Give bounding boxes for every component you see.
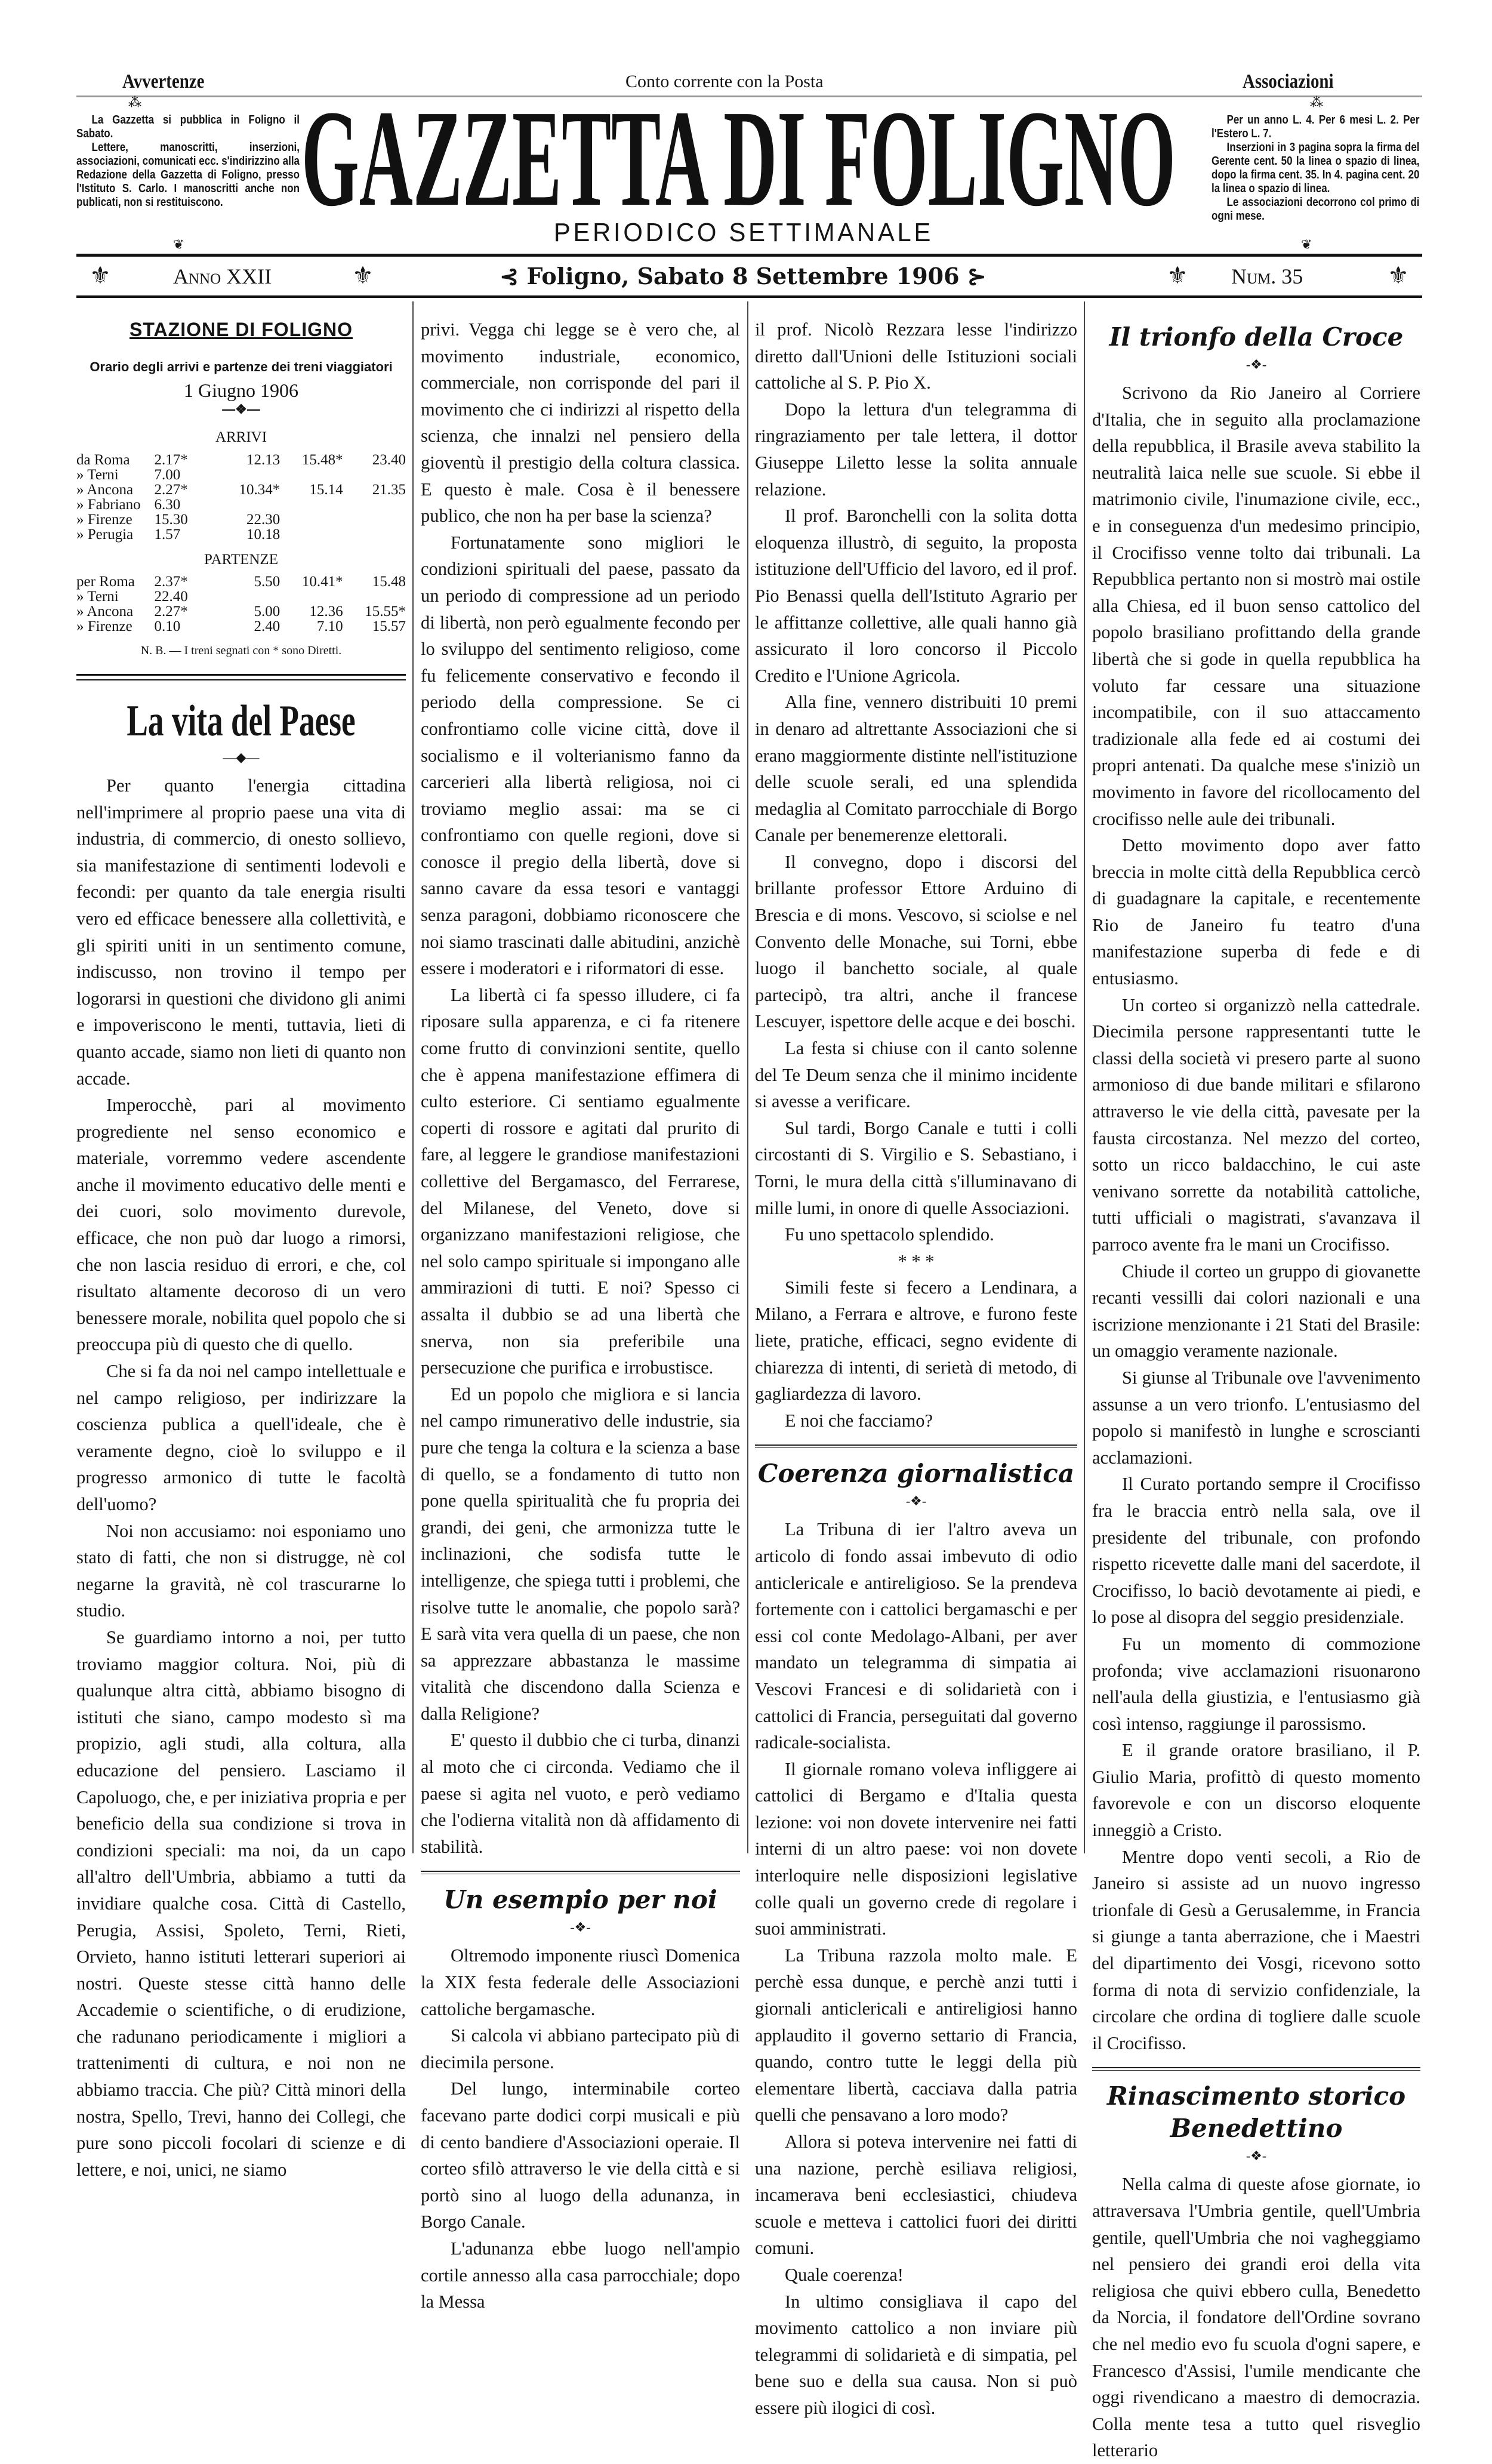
timetable-row (76, 452, 406, 467)
train-time: 2.40 (254, 618, 280, 635)
paragraph: In ultimo consigliava il capo del movimento cattolico a non inviare più telegrammi di solidarietà e di simpatia, pel bene suo e della sua causa. Non si può essere più ilogici di così. (755, 2291, 1077, 2418)
paragraph: L'adunanza ebbe luogo nell'ampio cortile annesso alla casa parrocchiale; dopo la Messa (421, 2238, 740, 2312)
timetable-row (76, 619, 406, 634)
train-time: 1.57 (154, 526, 181, 543)
asterism: * * * (898, 1251, 935, 1271)
column-4 (1092, 316, 1420, 2464)
train-time: 15.57 (372, 618, 406, 635)
timetable-row (76, 482, 406, 497)
paragraph: Il giornale romano voleva infliggere ai cattolici di Bergamo e d'Italia questa lezione: voi non dovete intervenire nei fatti interni di un altro paese: voi non dovete interloquire nelle disposizioni legislative colle quali un governo crede di regolare i suoi amministrati. (755, 1758, 1077, 1939)
station: » Firenze (76, 618, 132, 635)
paragraph: Il Curato portando sempre il Crocifisso fra le braccia entrò nella sala, ove il presidente del tribunale, con profondo rispetto ricevette dalle mani del sacerdote, il Crocifisso, lo baciò devotamente ai piedi, e lo pose al disopra del seggio presidenziale. (1092, 1474, 1420, 1628)
timetable-row (76, 589, 406, 604)
paragraph: La Tribuna razzola molto male. E perchè essa dunque, e perchè anzi tutti i giornali anticlericali e antireligiosi hanno applaudito il governo settario di Francia, quando, contro tutte le leggi della più elementare libertà, cacciava dalla patria quelli che pensavano a loro modo? (755, 1945, 1077, 2126)
header-rule (76, 295, 1422, 298)
arrivals-table (76, 452, 406, 542)
avvertenze-notice (76, 113, 300, 210)
article-body (76, 772, 406, 2183)
train-time: 5.50 (254, 574, 280, 590)
station: da Roma (76, 451, 130, 468)
train-time: 10.34* (239, 481, 280, 498)
header-rule (76, 254, 1422, 257)
masthead-title: GAZZETTA DI FOLIGNO (301, 100, 1176, 211)
paragraph: Imperocchè, pari al movimento progrediente nel senso economico e materiale, vorremmo vedere ascendente anche il movimento educativo delle menti e dei cuori, solo movimento durevole, efficace, che non può dar luogo a rimorsi, che non lascia residuo di errori, e che, col risultato altamente decoroso di un vero benessere morale, nobilita quel popolo che si preoccupa più di questo che di quello. (76, 1095, 406, 1355)
train-time: 12.13 (246, 451, 280, 468)
section-rule (421, 1871, 740, 1874)
paragraph: Fu uno spettacolo splendido. (785, 1224, 994, 1245)
subtitle: PERIODICO SETTIMANALE (553, 218, 934, 247)
paragraph: Ed un popolo che migliora e si lancia nel campo rimunerativo delle industrie, sia pure che tenga la coltura e la scienza a base di quello, se a fondamento di tutto non pone quella spiritualità che fu propria dei grandi, dei geni, che armonizza tutte le inclinazioni, che sodisfa tutte le intelligenze, che spiega tutti i problemi, che risolve tutte le anomalie, che popolo sarà? E sarà vita vera quella di un paese, che non sa apprezzare abbastanza le massime vitalità che discendono dalla Scienza e dalla Religione? (421, 1384, 740, 1724)
paragraph: Scrivono da Rio Janeiro al Corriere d'Italia, che in seguito alla proclamazione della repubblica, il Brasile aveva stabilito la neutralità laica nelle sue scuole. Si ebbe il matrimonio civile, l'inumazione civile, ecc., e in conseguenza d'un medesimo principio, il Crocifisso venne tolto dai tribunali. La Repubblica pertanto non si mostrò mai ostile alla Chiesa, ed il buon senso cattolico del popolo brasiliano profittando della grande libertà che si gode in quella repubblica ha voluto far cessare una situazione incompatibile, con il suo attaccamento tradizionale alla fede ed ai costumi dei propri antenati. Da qualche mese s'iniziò un movimento in favore del ricollocamento del crocifisso nelle aule dei tribunali. (1092, 383, 1420, 829)
paragraph: Alla fine, vennero distribuiti 10 premi in denaro ad altrettante Associazioni che si erano maggiormente distinte nell'istituzione delle scuole serali, ed una splendida medaglia al Comitato parrocchiale di Borgo Canale per benemerenze elettorali. (755, 692, 1077, 846)
paragraph: Se guardiamo intorno a noi, per tutto troviamo maggior coltura. Noi, più di qualunque altra città, abbiamo bisogno di istituti che siano, campo modesto sì ma propizio, agli studi, alla coltura, alla educazione del pensiero. Lasciamo il Capoluogo, che, e per iniziativa propria e per beneficio della sua condizione si trova in condizioni speciali: ma noi, da un capo all'altro dell'Umbria, abbiamo a tutti da invidiare qualche cosa. Città di Castello, Perugia, Assisi, Spoleto, Terni, Rieti, Orvieto, hanno istituti letterari superiori ai nostri. Queste stesse città hanno delle Accademie o scientifiche, o di erudizione, che radunano periodicamente i migliori a trattenimenti di cultura, e noi non ne abbiamo traccia. Che più? Città minori della nostra, Spello, Trevi, hanno dei Collegi, che pure sono piccoli focolari di scienze e di lettere, e noi, unici, ne siamo (76, 1627, 406, 2180)
column-rule (1084, 301, 1085, 1853)
station: » Fabriano (76, 496, 141, 513)
arrivals-heading: ARRIVI (215, 429, 267, 446)
paragraph: E' questo il dubbio che ci turba, dinanzi al moto che ci circonda. Vediamo che il paese si agita nel vuoto, e però vediamo che l'odierna vitalità non dà affidamento di stabilità. (421, 1730, 740, 1857)
timetable-row (76, 497, 406, 512)
paragraph: Si giunse al Tribunale ove l'avvenimento assunse a un vero trionfo. L'entusiasmo del popolo si manifestò in lunghe e scroscianti acclamazioni. (1092, 1367, 1420, 1468)
flourish-icon: —❖— (222, 402, 260, 417)
timetable-date: 1 Giugno 1906 (184, 380, 298, 402)
train-time: 15.48 (372, 574, 406, 590)
notice-text: Inserzioni in 3 pagina sopra la firma del Gerente cent. 50 la linea o spazio di linea, dopo la firma cent. 35. In 4. pagina cent. 20 la linea o spazio di linea. (1212, 141, 1420, 195)
paragraph: Detto movimento dopo aver fatto breccia in molte città della Repubblica cercò di guadagnare la capitale, e recentemente Rio de Janeiro fu teatro d'una manifestazione superba di fede e di entusiasmo. (1092, 835, 1420, 989)
ornament-icon: ⚜ (90, 262, 111, 289)
column-2 (421, 316, 740, 2315)
avvertenze-label: Avvertenze (122, 70, 205, 93)
empty-cell (280, 497, 343, 512)
train-time: 10.41* (301, 574, 343, 590)
station: per Roma (76, 574, 135, 590)
departures-heading: PARTENZE (204, 551, 278, 568)
article-body (421, 1942, 740, 2315)
station: » Perugia (76, 526, 134, 543)
paragraph: E il grande oratore brasiliano, il P. Giulio Maria, profittò di questo momento favorevole e con un discorso eloquente inneggiò a Cristo. (1092, 1740, 1420, 1841)
station: » Ancona (76, 481, 134, 498)
paragraph: La libertà ci fa spesso illudere, ci fa riposare sulla apparenza, e ci fa ritenere come frutto di convinzioni sentite, quello che è appena manifestazione effimera di culto esteriore. Ci sentiamo egualmente coperti di rossore e agitati dal prurito di fare, al leggere le grandiose manifestazioni collettive del Bergamasco, del Ferrarese, del Milanese, del Veneto, dove si organizzano manifestazioni religiose, che nel solo campo spirituale si impongano alle ammirazioni di tutti. E noi? Spesso ci assalta il dubbio se ad una libertà che snerva, non sia preferibile una persecuzione che purifica e irrobustisce. (421, 984, 740, 1378)
associazioni-label: Associazioni (1243, 70, 1334, 93)
notice-text: Per un anno L. 4. Per 6 mesi L. 2. Per l'Estero L. 7. (1212, 113, 1420, 140)
section-rule (76, 674, 406, 680)
station: » Ancona (76, 603, 134, 620)
section-rule (755, 1444, 1077, 1448)
ornament-icon: ⚜ (1388, 262, 1409, 289)
column-3 (755, 316, 1077, 2422)
paragraph: Fu un momento di commozione profonda; vive acclamazioni risuonarono nell'aula della giustizia, e l'entusiasmo già così intenso, raggiunge il parossismo. (1092, 1633, 1420, 1734)
issue-date: Foligno, Sabato 8 Settembre 1906 (526, 263, 960, 289)
train-time: 10.18 (246, 526, 280, 543)
paragraph: Del lungo, interminabile corteo facevano parte dodici corpi musicali e più di cento bandiere d'Associazioni operaie. Il corteo sfilò attraverso le vie della città e si portò sino al luogo della adunanza, in Borgo Canale. (421, 2078, 740, 2232)
masthead (301, 100, 1179, 211)
flourish-icon: ❦ (1301, 237, 1312, 252)
paragraph: E noi che facciamo? (785, 1410, 933, 1431)
timetable-row (76, 527, 406, 542)
empty-cell (280, 512, 343, 527)
section-rule (1092, 2067, 1420, 2071)
paragraph: Allora si poteva intervenire nei fatti di una nazione, perchè esiliava religiosi, incamerava beni ecclesiastici, chiudeva scuole e metteva i cattolici fuori dei diritti comuni. (755, 2132, 1077, 2259)
train-time: 5.00 (254, 603, 280, 620)
headline-vita-del-paese: La vita del Paese (127, 696, 356, 746)
column-rule (747, 301, 748, 1853)
timetable-row (76, 604, 406, 619)
paragraph: Oltremodo imponente riuscì Domenica la XIX festa federale delle Associazioni cattoliche bergamasche. (421, 1945, 740, 2019)
article-body (755, 1274, 1077, 1434)
headline-coerenza: Coerenza giornalistica (757, 1459, 1075, 1489)
ornament-icon: ⚜ (1167, 262, 1188, 289)
train-time: 7.00 (154, 466, 181, 483)
train-time: 12.36 (309, 603, 343, 620)
train-time: 22.40 (154, 589, 188, 605)
ornament-icon: ⚜ (352, 262, 374, 289)
paragraph: La Tribuna di ier l'altro aveva un articolo di fondo assai imbevuto di odio anticlericale e antireligioso. Se la prendeva fortemente con i cattolici bergamaschi e per essi col conte Medolago-Albani, per aver mandato un telegramma di simpatia ai Vescovi Francesi e di solidarietà con i cattolici di Francia, perseguitati dal governo radicale-socialista. (755, 1519, 1077, 1753)
paragraph: privi. Vegga chi legge se è vero che, al movimento industriale, economico, commerciale, non corrisponde del pari il movimento che ci indirizzi al rispetto della scienza, che innalzi nel pensiero della gioventù il prestigio della coltura classica. E questo è male. Cosa è il benessere publico, che non ha per base la scienza? (421, 319, 740, 526)
paragraph: Che si fa da noi nel campo intellettuale e nel campo religioso, per indirizzare la coscienza publica a quell'ideale, che è veramente degno, cioè lo sviluppo e il progresso armonico di tutte le facoltà dell'uomo? (76, 1361, 406, 1514)
paragraph: Noi non accusiamo: noi esponiamo uno stato di fatti, che non si distrugge, nè col negarne la gravità, nè col trascurarne lo studio. (76, 1520, 406, 1621)
departures-table (76, 574, 406, 634)
train-time: 6.30 (154, 496, 181, 513)
station: » Terni (76, 466, 119, 483)
train-time: 15.55* (365, 603, 406, 620)
paragraph: Il prof. Baronchelli con la solita dotta eloquenza illustrò, di seguito, la proposta istituzione dell'Ufficio del lavoro, ed il prof. Pio Benassi quella dell'Istituto Agrario per le affittanze collettive, alle quali hanno già assicurato il loro concorso il Piccolo Credito e l'Unione Agricola. (755, 506, 1077, 686)
empty-cell (280, 527, 343, 542)
empty-cell (343, 512, 406, 527)
timetable-title: STAZIONE DI FOLIGNO (130, 319, 353, 340)
article-body (421, 316, 740, 1860)
paragraph: Nella calma di queste afose giornate, io attraversava l'Umbria gentile, quell'Umbria gentile, quell'Umbria che noi vagheggiamo nel pensiero dei grandi eroi della vita religiosa che quivi ebbero culla, Benedetto da Norcia, il fondatore dell'Ordine sovrano che nel medio evo fu scuola d'ogni sapere, e Francesco d'Assisi, l'umile mendicante che oggi rivendicano a maestro di democrazia. Colla mente tesa a tutto quel risveglio letterario (1092, 2174, 1420, 2461)
timetable (76, 316, 406, 418)
ornament-icon: ⁂ (1310, 95, 1323, 110)
flourish-icon: -❖- (1246, 357, 1267, 372)
empty-cell (343, 467, 406, 482)
train-time: 15.14 (309, 481, 343, 498)
column-1 (76, 316, 406, 2183)
article-body (755, 1516, 1077, 2421)
paragraph: il prof. Nicolò Rezzara lesse l'indirizzo diretto dall'Unioni delle Istituzioni sociali cattoliche al S. P. Pio X. (755, 319, 1077, 393)
train-time: 2.37* (154, 574, 188, 590)
flourish-icon: -❖- (570, 1920, 591, 1935)
train-time: 22.30 (246, 511, 280, 528)
empty-cell (280, 589, 343, 604)
train-time: 21.35 (372, 481, 406, 498)
empty-cell (217, 589, 280, 604)
headline-trionfo: Il trionfo della Croce (1109, 322, 1404, 352)
empty-cell (343, 589, 406, 604)
article-body (755, 316, 1077, 1248)
train-time: 0.10 (154, 618, 181, 635)
paragraph: Un corteo si organizzò nella cattedrale. Diecimila persone rappresentanti tutte le classi della società vi presero parte al suono armonioso di due bande militari e sfilarono attraverso le vie della città, pavesate per la fausta circostanza. Nel mezzo del corteo, sotto un ricco baldacchino, le cui aste venivano sorrette da notabilità cattoliche, tutti ufficiali o magistrati, s'avanzava il parroco avente fra le mani un Crocifisso. (1092, 994, 1420, 1255)
paragraph: Si calcola vi abbiano partecipato più di diecimila persone. (421, 2025, 740, 2072)
notice-text: Lettere, manoscritti, inserzioni, associazioni, comunicati ecc. s'indirizzino alla Redazione della Gazzetta di Foligno, presso l'Istituto S. Carlo. I manoscritti anche non publicati, non si restituiscono. (76, 141, 300, 209)
top-rule (76, 96, 1422, 97)
paragraph: Il convegno, dopo i discorsi del brillante professor Ettore Arduino di Brescia e di mons. Vescovo, si sciolse e nel Convento delle Monache, sui Torni, ebbe luogo il banchetto sociale, al quale partecipò, tra altri, anche il francese Lescuyer, ispettore delle acque e dei boschi. (755, 851, 1077, 1032)
issue-number: Num. 35 (1231, 264, 1303, 288)
headline-un-esempio: Un esempio per noi (443, 1885, 717, 1915)
ornament-icon: ⁂ (128, 95, 141, 110)
paragraph: Fortunatamente sono migliori le condizioni spirituali del paese, passato da un periodo di compressione ad un periodo di libertà, non però egualmente fecondo per lo sviluppo del sentimento religioso, come fu felicemente conservativo e fecondo il periodo della compressione. Se ci confrontiamo colle vicine città, dove il socialismo e il volterianismo fanno da carcerieri alla libertà religiosa, noi ci troviamo meglio assai: ma se ci confrontiamo con quelle regioni, dove si conosce il pregio della libertà, dove si sanno cavare da essa tesori e vantaggi senza paragoni, dobbiamo riconoscere che noi siamo trascinati dalle abitudini, anzichè essere i moderatori e i riformatori di esse. (421, 532, 740, 979)
paragraph: Mentre dopo venti secoli, a Rio de Janeiro si assiste ad un nuovo ingresso trionfale di Gesù a Gerusalemme, in Francia si giunge a tanta aberrazione, che i Maestri del dipartimento dei Vosgi, ricevono sotto forma di nota di servizio confidenziale, la circolare che ordina di togliere dalle scuole il Crocifisso. (1092, 1846, 1420, 2053)
conto-corrente-label: Conto corrente con la Posta (625, 72, 824, 91)
notice-text: Le associazioni decorrono col primo di ogni mese. (1212, 196, 1420, 223)
date-line: ⊰ Foligno, Sabato 8 Settembre 1906 ⊱ (500, 263, 987, 289)
timetable-row (76, 574, 406, 589)
empty-cell (217, 467, 280, 482)
article-body (1092, 2171, 1420, 2464)
notice-text: La Gazzetta si pubblica in Foligno il Sabato. (76, 113, 300, 140)
train-time: 23.40 (372, 451, 406, 468)
train-time: 2.27* (154, 603, 188, 620)
paragraph: Per quanto l'energia cittadina nell'imprimere al proprio paese una vita di industria, di commercio, di onesto sollievo, sia manifestazione di sentimenti lodevoli e fecondi: per quanto da tale energia risulti vero ed efficace benessere alla collettività, e gli spiriti uniti in un sentimento comune, indiscusso, non trovino il tempo per logorarsi in questioni che dividono gli animi e impoveriscono le menti, tuttavia, lieti di quanto accade, siamo non lieti di quanto non accade. (76, 775, 406, 1089)
article-body (1092, 380, 1420, 2056)
paragraph: Sul tardi, Borgo Canale e tutti i colli circostanti di S. Virgilio e S. Sebastiano, i Torni, le mura della città s'illuminavano di mille lumi, in onore di quelle Associazioni. (755, 1117, 1077, 1218)
train-time: 2.17* (154, 451, 188, 468)
train-time: 7.10 (316, 618, 343, 635)
train-time: 2.27* (154, 481, 188, 498)
paragraph: Quale coerenza! (785, 2264, 904, 2285)
paragraph: Dopo la lettura d'un telegramma di ringraziamento per tale lettera, il dottor Giuseppe Liletto lesse la solita annuale relazione. (755, 399, 1077, 500)
anno: Anno XXII (173, 264, 272, 288)
flourish-icon: —◆— (223, 749, 260, 765)
timetable-subtitle: Orario degli arrivi e partenze dei treni viaggiatori (90, 359, 393, 374)
station: » Firenze (76, 511, 132, 528)
flourish-icon: ❦ (173, 237, 184, 252)
paragraph: La festa si chiuse con il canto solenne del Te Deum senza che il minimo incidente si avesse a verificare. (755, 1038, 1077, 1112)
paragraph: Chiude il corteo un gruppo di giovanette recanti vessilli dai colori nazionali e una iscrizione menzionante i 21 Stati del Brasile: un omaggio veramente nazionale. (1092, 1261, 1420, 1362)
timetable-row (76, 512, 406, 527)
empty-cell (217, 497, 280, 512)
headline-rinascimento: Rinascimento storico Benedettino (1106, 2081, 1406, 2143)
timetable-row (76, 467, 406, 482)
empty-cell (343, 527, 406, 542)
station: » Terni (76, 589, 119, 605)
flourish-icon: -❖- (1246, 2148, 1267, 2164)
empty-cell (343, 497, 406, 512)
train-time: 15.48* (301, 451, 343, 468)
flourish-icon: -❖- (905, 1493, 927, 1509)
empty-cell (280, 467, 343, 482)
associazioni-notice (1212, 113, 1420, 223)
column-rule (412, 301, 414, 1853)
train-time: 15.30 (154, 511, 188, 528)
timetable-note: N. B. — I treni segnati con * sono Diretti. (140, 644, 342, 658)
paragraph: Simili feste si fecero a Lendinara, a Milano, a Ferrara e altrove, e furono feste liete, pratiche, efficaci, segno evidente di chiarezza di intenti, di serietà di metodo, di gagliardezza di lavoro. (755, 1277, 1077, 1405)
